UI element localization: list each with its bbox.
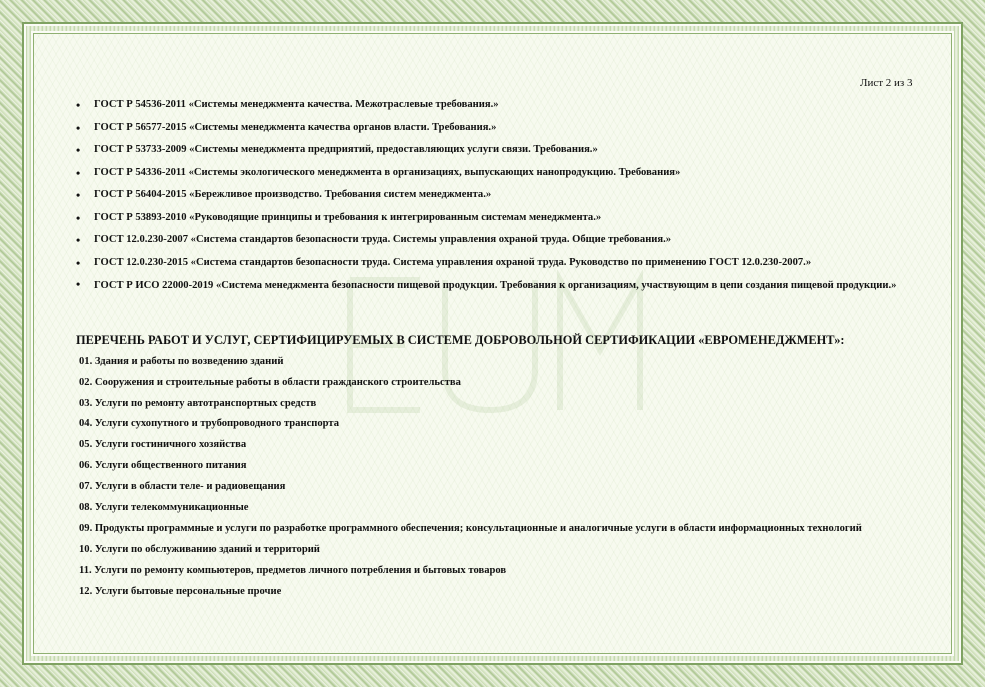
standards-list	[72, 94, 942, 296]
services-heading: ПЕРЕЧЕНЬ РАБОТ И УСЛУГ, СЕРТИФИЦИРУЕМЫХ В СИСТЕМЕ ДОБРОВОЛЬНОЙ СЕРТИФИКАЦИИ «ЕВРОМЕНЕДЖМЕНТ»:	[76, 333, 845, 347]
service-item: 08. Услуги телекоммуникационные	[79, 501, 249, 513]
service-item: 07. Услуги в области теле- и радиовещания	[79, 480, 286, 492]
standard-item: • ГОСТ Р 54336-2011 «Системы экологического менеджмента в организациях, выпускающих нанопродукцию. Требования»	[72, 162, 942, 185]
service-item: 11. Услуги по ремонту компьютеров, предметов личного потребления и бытовых товаров	[79, 564, 507, 576]
standard-item: • ГОСТ Р 53733-2009 «Системы менеджмента предприятий, предоставляющих услуги связи. Требования.»	[72, 139, 942, 162]
sheet-number: Лист 2 из 3	[860, 77, 913, 89]
service-item: 10. Услуги по обслуживанию зданий и территорий	[79, 544, 320, 556]
services-list	[79, 352, 929, 603]
service-item: 02. Сооружения и строительные работы в области гражданского строительства	[79, 376, 461, 388]
standard-item: • ГОСТ Р 56577-2015 «Системы менеджмента качества органов власти. Требования.»	[72, 117, 942, 140]
service-item: 04. Услуги сухопутного и трубопроводного транспорта	[79, 418, 340, 430]
service-item: 03. Услуги по ремонту автотранспортных средств	[79, 397, 317, 409]
standard-item: • ГОСТ Р 56404-2015 «Бережливое производство. Требования систем менеджмента.»	[72, 184, 942, 207]
service-item: 05. Услуги гостиничного хозяйства	[79, 439, 247, 451]
service-item: 06. Услуги общественного питания	[79, 459, 247, 471]
standard-item: • ГОСТ Р 53893-2010 «Руководящие принципы и требования к интегрированным системам менеджмента.»	[72, 207, 942, 230]
standard-item: • ГОСТ 12.0.230-2007 «Система стандартов безопасности труда. Системы управления охраной труда. Общие требования.»	[72, 229, 942, 252]
service-item: 12. Услуги бытовые персональные прочие	[79, 585, 282, 597]
service-item: 09. Продукты программные и услуги по разработке программного обеспечения; консультационные и аналогичные услуги в области информационных технологий	[79, 523, 862, 535]
standard-item: • ГОСТ Р 54536-2011 «Системы менеджмента качества. Межотраслевые требования.»	[72, 94, 942, 117]
standard-item: • ГОСТ 12.0.230-2015 «Система стандартов безопасности труда. Система управления охраной труда. Руководство по применению ГОСТ 12.0.230-2007.»	[72, 252, 942, 275]
service-item: 01. Здания и работы по возведению зданий	[79, 356, 284, 367]
standard-item: • ГОСТ Р ИСО 22000-2019 «Система менеджмента безопасности пищевой продукции. Требования к организациям, участвующим в цепи создания пищевой продукции.»	[72, 274, 937, 296]
